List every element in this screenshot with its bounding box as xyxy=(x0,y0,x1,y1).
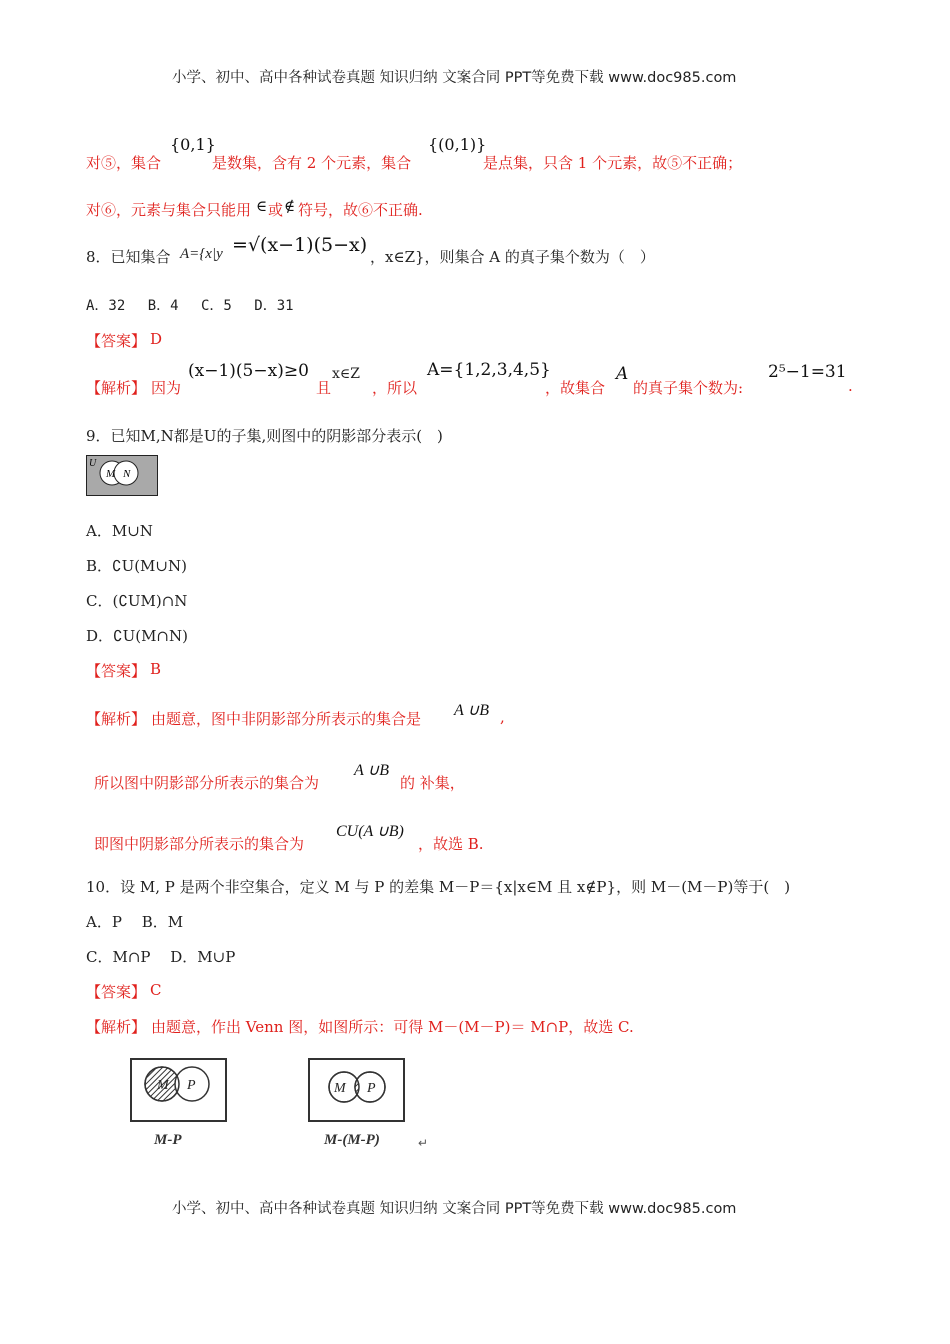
q9-analysis-2f: A ∪B xyxy=(354,762,389,779)
q8-stem-set: A={x|y xyxy=(180,246,223,262)
venn-m-label: M xyxy=(106,468,116,480)
q9-analysis-1a: 由题意，图中非阴影部分所表示的集合是 xyxy=(151,710,422,728)
q8-A: A xyxy=(616,364,629,384)
q9-analysis-label: 【解析】 xyxy=(86,710,147,728)
q8-stem-a: 8．已知集合 xyxy=(86,248,171,266)
page-header: 小学、初中、高中各种试卷真题 知识归纳 文案合同 PPT等免费下载 www.doc985.com xyxy=(172,70,737,86)
q10-stem: 10．设 M, P 是两个非空集合，定义 M 与 P 的差集 M－P＝{x|x∈M 且 x∉P}，则 M－(M－P)等于( ) xyxy=(86,878,791,896)
venn-n-label: N xyxy=(123,468,131,480)
q8-options: A．32 B．4 C．5 D．31 xyxy=(86,298,294,314)
prev-line2-a: 对⑥，元素与集合只能用 xyxy=(86,201,252,219)
notin-symbol: ∉ xyxy=(284,197,296,215)
q10-answer-label: 【答案】 xyxy=(86,983,147,1001)
q9-analysis-2a: 所以图中阴影部分所表示的集合为 xyxy=(94,774,320,792)
set-point: {(0,1)} xyxy=(428,135,487,154)
q9-option-c: C．(∁UM)∩N xyxy=(86,592,188,610)
venn-m-minus-m-minus-p xyxy=(306,1056,446,1156)
q8-end: . xyxy=(848,377,853,395)
prev-line2-or: 或 xyxy=(268,201,284,219)
q9-analysis-1f: A ∪B xyxy=(454,702,489,719)
fig1-p: P xyxy=(187,1078,196,1093)
in-symbol: ∈ xyxy=(256,197,268,215)
prev-line2-b: 符号，故⑥不正确. xyxy=(298,201,423,219)
q9-analysis-2b: 的 补集， xyxy=(400,774,465,792)
page-footer: 小学、初中、高中各种试卷真题 知识归纳 文案合同 PPT等免费下载 www.doc985.com xyxy=(172,1201,737,1217)
fig2-m: M xyxy=(334,1081,346,1096)
return-mark-icon: ↵ xyxy=(418,1136,429,1150)
q10-analysis: 由题意，作出 Venn 图，如图所示：可得 M－(M－P)＝ M∩P，故选 C. xyxy=(151,1018,634,1036)
q9-option-a: A．M∪N xyxy=(86,522,153,540)
q9-analysis-3b: ，故选 B. xyxy=(418,835,484,853)
q8-analysis-e: 的真子集个数为: xyxy=(633,379,744,397)
venn-m-minus-p xyxy=(128,1056,230,1156)
q9-analysis-3a: 即图中阴影部分所表示的集合为 xyxy=(94,835,305,853)
q8-answer-label: 【答案】 xyxy=(86,332,147,350)
q9-analysis-3f: CU(A ∪B) xyxy=(336,823,404,840)
q10-analysis-label: 【解析】 xyxy=(86,1018,147,1036)
q8-analysis-a: 因为 xyxy=(151,379,182,397)
q9-stem: 9．已知M,N都是U的子集,则图中的阴影部分表示( ) xyxy=(86,427,443,445)
q9-option-b: B．∁U(M∪N) xyxy=(86,557,187,575)
set-01: {0,1} xyxy=(170,135,216,154)
q8-stem-b: ，x∈Z}，则集合 A 的真子集个数为（ ） xyxy=(370,248,655,266)
q10-answer-value: C xyxy=(150,981,162,999)
q8-ineq: (x−1)(5−x)≥0 xyxy=(188,361,309,381)
prev-line1-b: 是数集，含有 2 个元素，集合 xyxy=(212,154,412,172)
prev-line1-c: 是点集，只含 1 个元素，故⑤不正确； xyxy=(483,154,743,172)
q9-analysis-1b: , xyxy=(500,708,505,726)
q10-options-row1: A．P B．M xyxy=(86,913,184,931)
q9-answer-label: 【答案】 xyxy=(86,662,147,680)
q8-xz: x∈Z xyxy=(332,366,360,382)
fig2-label: M-(M-P) xyxy=(324,1132,380,1148)
q9-answer-value: B xyxy=(150,660,162,678)
prev-line1-a: 对⑤，集合 xyxy=(86,154,162,172)
fig1-m: M xyxy=(157,1078,169,1093)
venn-u-label: U xyxy=(89,458,97,469)
q8-analysis-c: ，所以 xyxy=(372,379,418,397)
q9-option-d: D．∁U(M∩N) xyxy=(86,627,188,645)
q8-analysis-b: 且 xyxy=(316,379,332,397)
q10-options-row2: C．M∩P D．M∪P xyxy=(86,948,236,966)
fig2-p: P xyxy=(367,1081,376,1096)
q8-result: 2⁵−1=31 xyxy=(768,362,847,382)
fig1-label: M-P xyxy=(154,1132,182,1148)
q8-set: A={1,2,3,4,5} xyxy=(427,360,551,380)
q8-answer-value: D xyxy=(150,330,163,348)
q8-analysis-label: 【解析】 xyxy=(86,379,147,397)
q8-analysis-d: ，故集合 xyxy=(545,379,606,397)
q8-formula: =√(x−1)(5−x) xyxy=(232,234,368,256)
venn-diagram-q9 xyxy=(86,455,158,496)
